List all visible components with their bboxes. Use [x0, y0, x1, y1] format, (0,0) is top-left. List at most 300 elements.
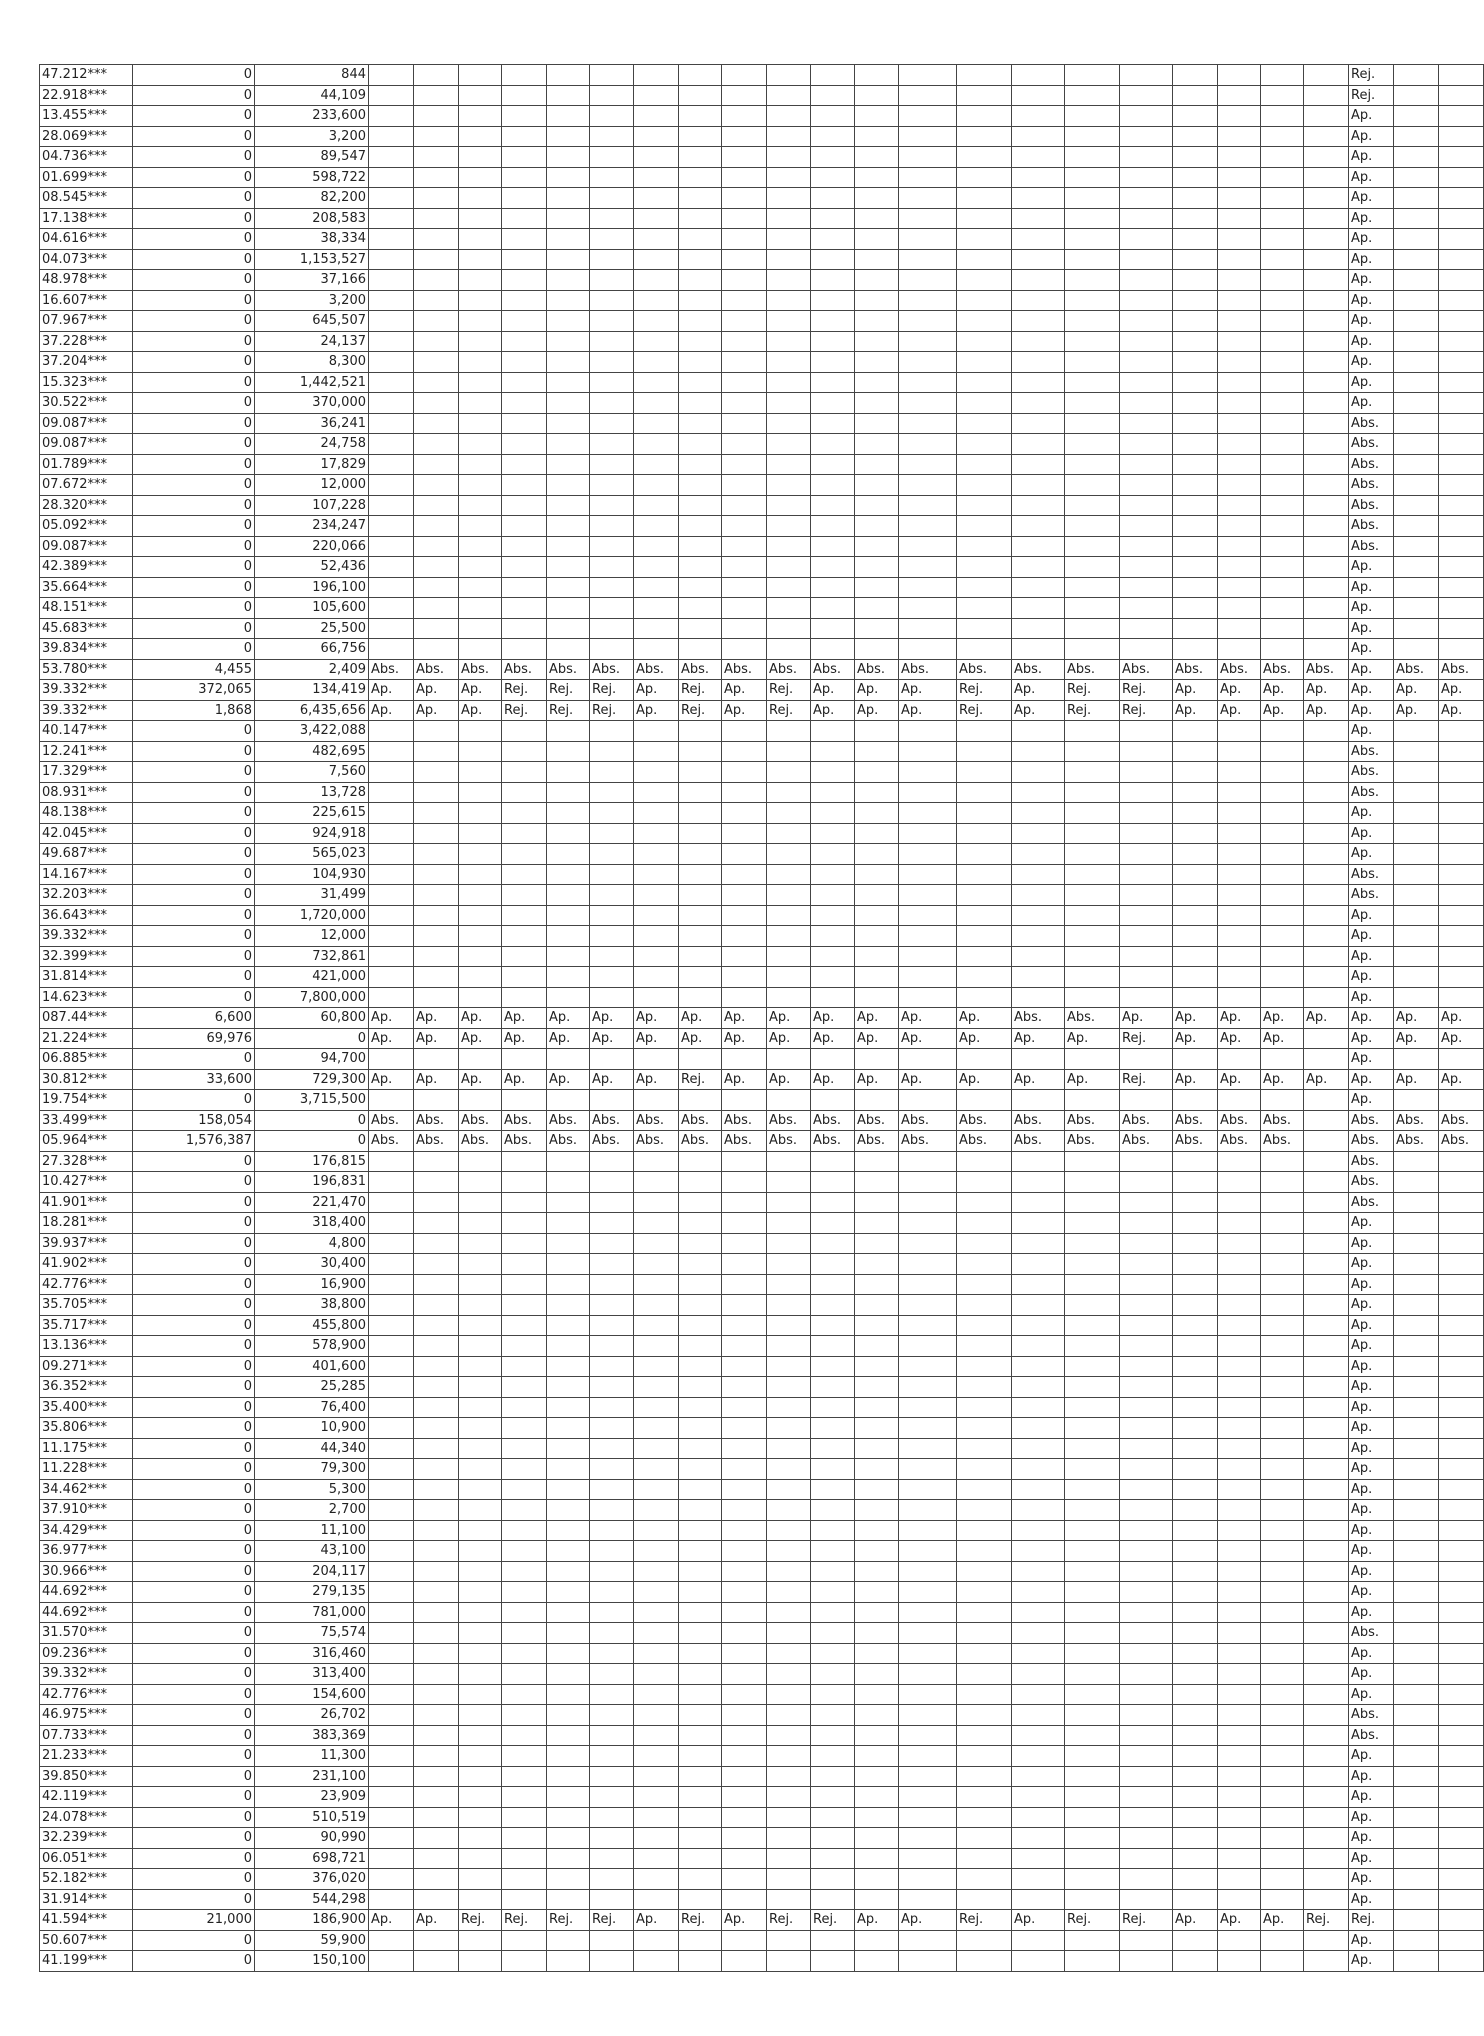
amount-cell: 645,507 — [255, 311, 369, 332]
vote-cell — [1304, 475, 1349, 496]
row-id-cell: 09.271*** — [40, 1356, 133, 1377]
vote-cell — [1304, 1520, 1349, 1541]
vote-cell — [811, 1336, 855, 1357]
vote-cell — [590, 1090, 634, 1111]
vote-cell — [1065, 1213, 1120, 1234]
vote-cell — [1218, 1889, 1261, 1910]
vote-cell: Ap. — [1173, 1910, 1218, 1931]
table-row — [40, 1397, 1484, 1418]
vote-cell — [1120, 1438, 1173, 1459]
vote-cell — [1394, 1377, 1439, 1398]
vote-cell — [1439, 1664, 1484, 1685]
vote-cell — [590, 188, 634, 209]
vote-cell — [1120, 1869, 1173, 1890]
vote-cell — [855, 1787, 899, 1808]
row-id-cell: 39.332*** — [40, 700, 133, 721]
vote-cell — [679, 434, 722, 455]
vote-cell — [369, 1807, 414, 1828]
vote-cell — [1304, 331, 1349, 352]
vote-cell — [1261, 434, 1304, 455]
vote-cell — [547, 803, 590, 824]
vote-cell — [369, 1520, 414, 1541]
vote-cell — [1218, 1705, 1261, 1726]
amount-cell: 0 — [133, 290, 255, 311]
vote-cell — [1304, 208, 1349, 229]
vote-cell — [1120, 639, 1173, 660]
vote-cell: Abs. — [722, 1110, 767, 1131]
vote-cell — [590, 372, 634, 393]
amount-cell: 0 — [133, 885, 255, 906]
vote-cell — [1304, 1049, 1349, 1070]
vote-cell — [459, 1315, 502, 1336]
vote-cell — [590, 987, 634, 1008]
vote-cell — [1261, 1684, 1304, 1705]
amount-cell: 0 — [133, 1459, 255, 1480]
amount-cell: 370,000 — [255, 393, 369, 414]
vote-cell — [414, 1336, 459, 1357]
vote-cell — [1120, 1418, 1173, 1439]
vote-cell — [899, 1725, 957, 1746]
vote-cell — [679, 126, 722, 147]
vote-cell — [679, 147, 722, 168]
table-row — [40, 1889, 1484, 1910]
vote-cell — [547, 1869, 590, 1890]
vote-cell — [899, 823, 957, 844]
vote-cell — [855, 967, 899, 988]
vote-cell — [414, 331, 459, 352]
vote-cell — [1218, 1643, 1261, 1664]
vote-cell — [1304, 1110, 1349, 1131]
vote-cell — [547, 577, 590, 598]
vote-cell — [590, 65, 634, 86]
vote-cell: Abs. — [899, 1131, 957, 1152]
vote-cell — [459, 782, 502, 803]
vote-cell — [1173, 536, 1218, 557]
vote-cell — [1120, 393, 1173, 414]
vote-cell — [1012, 1397, 1065, 1418]
vote-cell — [1120, 598, 1173, 619]
vote-cell — [1261, 393, 1304, 414]
vote-cell — [679, 1807, 722, 1828]
vote-cell: Rej. — [1349, 65, 1394, 86]
amount-cell: 0 — [133, 1725, 255, 1746]
vote-cell — [590, 618, 634, 639]
vote-cell — [502, 1766, 547, 1787]
vote-cell — [590, 844, 634, 865]
vote-cell — [414, 147, 459, 168]
vote-cell — [1012, 85, 1065, 106]
vote-cell — [1439, 475, 1484, 496]
vote-cell: Ap. — [1012, 680, 1065, 701]
row-id-cell: 31.570*** — [40, 1623, 133, 1644]
vote-cell — [679, 1049, 722, 1070]
row-id-cell: 39.332*** — [40, 1664, 133, 1685]
vote-cell — [1261, 1561, 1304, 1582]
vote-cell — [547, 1848, 590, 1869]
vote-cell: Ap. — [1218, 1008, 1261, 1029]
vote-cell: Abs. — [1173, 1131, 1218, 1152]
vote-cell — [414, 598, 459, 619]
vote-cell — [459, 1766, 502, 1787]
vote-cell — [679, 495, 722, 516]
vote-cell — [679, 188, 722, 209]
vote-cell: Abs. — [722, 1131, 767, 1152]
vote-cell — [957, 1520, 1012, 1541]
vote-cell — [590, 1643, 634, 1664]
vote-cell — [1012, 208, 1065, 229]
vote-cell — [767, 803, 811, 824]
vote-cell — [590, 639, 634, 660]
vote-cell — [547, 1049, 590, 1070]
vote-cell: Ap. — [1173, 680, 1218, 701]
amount-cell: 11,100 — [255, 1520, 369, 1541]
vote-cell — [502, 1479, 547, 1500]
vote-cell — [767, 1705, 811, 1726]
vote-cell — [767, 352, 811, 373]
vote-cell — [957, 1336, 1012, 1357]
vote-cell — [957, 864, 1012, 885]
vote-cell — [502, 1172, 547, 1193]
vote-cell — [811, 1705, 855, 1726]
vote-cell — [767, 1602, 811, 1623]
row-id-cell: 36.643*** — [40, 905, 133, 926]
vote-cell — [767, 290, 811, 311]
vote-cell — [1065, 1889, 1120, 1910]
vote-cell — [722, 249, 767, 270]
vote-cell — [767, 1541, 811, 1562]
vote-cell: Ap. — [1349, 1008, 1394, 1029]
amount-cell: 0 — [133, 1807, 255, 1828]
vote-cell: Ap. — [634, 1028, 679, 1049]
vote-cell: Abs. — [590, 659, 634, 680]
vote-cell — [369, 393, 414, 414]
vote-cell — [811, 290, 855, 311]
amount-cell: 59,900 — [255, 1930, 369, 1951]
vote-cell — [547, 1725, 590, 1746]
vote-cell — [1173, 1274, 1218, 1295]
vote-cell — [1120, 434, 1173, 455]
vote-cell — [547, 598, 590, 619]
vote-cell — [1120, 208, 1173, 229]
amount-cell: 0 — [133, 1869, 255, 1890]
vote-cell — [1394, 1910, 1439, 1931]
vote-cell — [590, 905, 634, 926]
vote-cell — [1173, 1315, 1218, 1336]
vote-cell: Ap. — [1349, 1500, 1394, 1521]
amount-cell: 0 — [133, 1520, 255, 1541]
vote-cell — [1394, 1090, 1439, 1111]
vote-cell — [369, 803, 414, 824]
vote-cell — [767, 65, 811, 86]
vote-cell — [634, 1336, 679, 1357]
vote-cell — [1012, 1848, 1065, 1869]
vote-cell — [899, 1623, 957, 1644]
vote-cell — [855, 167, 899, 188]
vote-cell — [722, 905, 767, 926]
vote-cell: Abs. — [1261, 1110, 1304, 1131]
vote-cell — [679, 885, 722, 906]
vote-cell — [634, 1459, 679, 1480]
voting-table-body — [40, 65, 1484, 1972]
vote-cell — [811, 1930, 855, 1951]
vote-cell — [502, 844, 547, 865]
vote-cell — [502, 475, 547, 496]
vote-cell — [1120, 987, 1173, 1008]
vote-cell — [1394, 598, 1439, 619]
vote-cell — [502, 1090, 547, 1111]
amount-cell: 8,300 — [255, 352, 369, 373]
vote-cell — [634, 741, 679, 762]
vote-cell — [547, 1746, 590, 1767]
vote-cell — [899, 946, 957, 967]
amount-cell: 0 — [133, 1315, 255, 1336]
vote-cell — [547, 495, 590, 516]
vote-cell — [1394, 208, 1439, 229]
row-id-cell: 28.320*** — [40, 495, 133, 516]
vote-cell — [767, 208, 811, 229]
vote-cell — [502, 1377, 547, 1398]
vote-cell — [1173, 126, 1218, 147]
amount-cell: 176,815 — [255, 1151, 369, 1172]
vote-cell — [957, 741, 1012, 762]
vote-cell — [899, 1930, 957, 1951]
vote-cell: Ap. — [1349, 1869, 1394, 1890]
vote-cell — [1173, 577, 1218, 598]
vote-cell — [855, 331, 899, 352]
vote-cell — [722, 741, 767, 762]
table-row — [40, 126, 1484, 147]
vote-cell — [899, 85, 957, 106]
amount-cell: 372,065 — [133, 680, 255, 701]
vote-cell — [1304, 126, 1349, 147]
vote-cell — [369, 1090, 414, 1111]
vote-cell: Ap. — [1349, 803, 1394, 824]
amount-cell: 0 — [133, 1766, 255, 1787]
vote-cell — [1218, 352, 1261, 373]
vote-cell: Ap. — [414, 680, 459, 701]
vote-cell: Abs. — [1120, 1110, 1173, 1131]
vote-cell — [679, 803, 722, 824]
vote-cell — [1439, 762, 1484, 783]
vote-cell — [1173, 147, 1218, 168]
vote-cell: Abs. — [1304, 659, 1349, 680]
vote-cell — [369, 1623, 414, 1644]
vote-cell — [1304, 1356, 1349, 1377]
amount-cell: 0 — [133, 536, 255, 557]
vote-cell — [1012, 1787, 1065, 1808]
vote-cell — [634, 1356, 679, 1377]
vote-cell — [722, 1049, 767, 1070]
vote-cell — [1012, 1090, 1065, 1111]
vote-cell — [1394, 967, 1439, 988]
vote-cell — [1065, 1459, 1120, 1480]
vote-cell — [590, 1192, 634, 1213]
vote-cell — [1120, 1643, 1173, 1664]
vote-cell — [855, 639, 899, 660]
vote-cell — [1439, 1807, 1484, 1828]
vote-cell — [547, 762, 590, 783]
vote-cell — [1394, 475, 1439, 496]
vote-cell: Abs. — [590, 1110, 634, 1131]
vote-cell: Abs. — [1349, 516, 1394, 537]
amount-cell: 7,800,000 — [255, 987, 369, 1008]
vote-cell — [547, 1623, 590, 1644]
vote-cell — [1065, 885, 1120, 906]
vote-cell: Ap. — [1349, 1541, 1394, 1562]
table-row — [40, 475, 1484, 496]
vote-cell — [1439, 270, 1484, 291]
vote-cell — [547, 1951, 590, 1972]
vote-cell — [459, 1500, 502, 1521]
vote-cell — [1439, 618, 1484, 639]
vote-cell — [459, 1643, 502, 1664]
vote-cell — [899, 1233, 957, 1254]
vote-cell — [369, 495, 414, 516]
amount-cell: 0 — [255, 1110, 369, 1131]
vote-cell — [1012, 618, 1065, 639]
vote-cell: Rej. — [767, 1910, 811, 1931]
vote-cell — [1120, 372, 1173, 393]
vote-cell — [1012, 1336, 1065, 1357]
vote-cell — [722, 311, 767, 332]
vote-cell — [369, 1295, 414, 1316]
vote-cell — [1173, 1049, 1218, 1070]
vote-cell — [502, 270, 547, 291]
amount-cell: 12,000 — [255, 475, 369, 496]
vote-cell — [1439, 557, 1484, 578]
vote-cell — [899, 393, 957, 414]
vote-cell: Ap. — [1349, 1069, 1394, 1090]
vote-cell — [1065, 1315, 1120, 1336]
vote-cell: Ap. — [1349, 1643, 1394, 1664]
vote-cell — [957, 1623, 1012, 1644]
vote-cell: Ap. — [899, 680, 957, 701]
vote-cell — [1439, 1520, 1484, 1541]
row-id-cell: 35.664*** — [40, 577, 133, 598]
vote-cell — [1065, 167, 1120, 188]
vote-cell — [1065, 495, 1120, 516]
vote-cell — [547, 1418, 590, 1439]
row-id-cell: 17.329*** — [40, 762, 133, 783]
vote-cell: Ap. — [1218, 680, 1261, 701]
vote-cell — [414, 926, 459, 947]
vote-cell — [459, 618, 502, 639]
vote-cell — [899, 721, 957, 742]
vote-cell — [811, 1951, 855, 1972]
vote-cell — [1218, 1049, 1261, 1070]
vote-cell — [1120, 741, 1173, 762]
vote-cell: Ap. — [547, 1028, 590, 1049]
vote-cell — [722, 557, 767, 578]
vote-cell — [1439, 1254, 1484, 1275]
vote-cell: Abs. — [1349, 1151, 1394, 1172]
vote-cell — [767, 1233, 811, 1254]
vote-cell — [855, 1705, 899, 1726]
vote-cell — [722, 1274, 767, 1295]
vote-cell — [1218, 967, 1261, 988]
vote-cell — [1173, 1889, 1218, 1910]
vote-cell — [722, 495, 767, 516]
vote-cell — [679, 1172, 722, 1193]
vote-cell — [679, 741, 722, 762]
vote-cell — [414, 1807, 459, 1828]
vote-cell — [1439, 1438, 1484, 1459]
vote-cell — [811, 844, 855, 865]
vote-cell — [855, 762, 899, 783]
vote-cell — [679, 1869, 722, 1890]
vote-cell — [899, 229, 957, 250]
vote-cell — [1218, 1930, 1261, 1951]
vote-cell: Ap. — [590, 1069, 634, 1090]
vote-cell: Ap. — [1304, 680, 1349, 701]
vote-cell — [1304, 311, 1349, 332]
vote-cell — [811, 1766, 855, 1787]
vote-cell — [502, 967, 547, 988]
vote-cell — [1120, 1930, 1173, 1951]
vote-cell — [767, 967, 811, 988]
vote-cell — [634, 721, 679, 742]
vote-cell — [502, 926, 547, 947]
vote-cell — [459, 598, 502, 619]
vote-cell — [459, 741, 502, 762]
amount-cell: 0 — [133, 1623, 255, 1644]
vote-cell — [957, 1930, 1012, 1951]
vote-cell — [634, 1090, 679, 1111]
vote-cell — [1065, 1397, 1120, 1418]
row-id-cell: 46.975*** — [40, 1705, 133, 1726]
vote-cell — [1218, 1500, 1261, 1521]
vote-cell — [855, 1254, 899, 1275]
table-row — [40, 885, 1484, 906]
vote-cell — [547, 885, 590, 906]
vote-cell — [722, 1930, 767, 1951]
vote-cell — [811, 741, 855, 762]
vote-cell — [1218, 864, 1261, 885]
vote-cell — [1065, 1582, 1120, 1603]
vote-cell — [369, 1561, 414, 1582]
vote-cell — [1394, 1233, 1439, 1254]
amount-cell: 316,460 — [255, 1643, 369, 1664]
vote-cell — [634, 1725, 679, 1746]
table-row — [40, 1151, 1484, 1172]
vote-cell — [1012, 1418, 1065, 1439]
vote-cell — [590, 1438, 634, 1459]
vote-cell — [590, 1561, 634, 1582]
table-row — [40, 290, 1484, 311]
vote-cell — [1261, 1315, 1304, 1336]
vote-cell — [1012, 1889, 1065, 1910]
vote-cell — [547, 1233, 590, 1254]
amount-cell: 401,600 — [255, 1356, 369, 1377]
vote-cell — [767, 1664, 811, 1685]
vote-cell — [957, 926, 1012, 947]
vote-cell — [502, 188, 547, 209]
vote-cell — [1173, 1459, 1218, 1480]
vote-cell: Ap. — [1261, 1008, 1304, 1029]
amount-cell: 1,720,000 — [255, 905, 369, 926]
vote-cell — [1439, 598, 1484, 619]
vote-cell — [855, 1213, 899, 1234]
table-row — [40, 1069, 1484, 1090]
vote-cell — [722, 926, 767, 947]
vote-cell — [1065, 1725, 1120, 1746]
vote-cell — [1218, 577, 1261, 598]
vote-cell — [1439, 721, 1484, 742]
vote-cell — [855, 1664, 899, 1685]
vote-cell — [855, 844, 899, 865]
amount-cell: 105,600 — [255, 598, 369, 619]
vote-cell — [1218, 147, 1261, 168]
